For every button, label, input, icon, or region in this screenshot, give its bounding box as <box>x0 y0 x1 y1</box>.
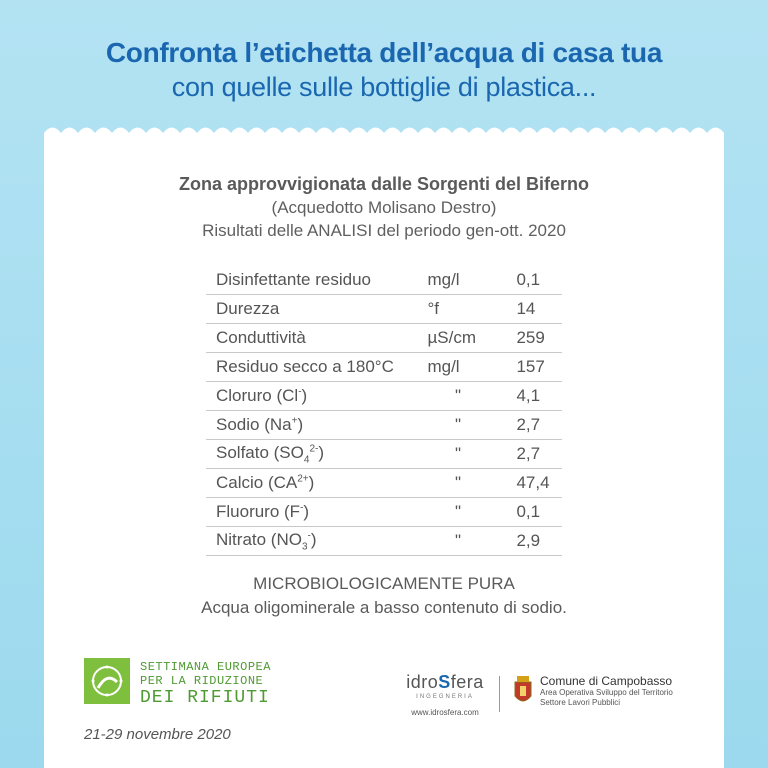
comune-name: Comune di Campobasso <box>540 674 673 688</box>
idrosfera-logo <box>398 672 492 717</box>
parameter-end: ) <box>303 502 310 521</box>
parameter-end: ) <box>301 386 308 405</box>
purity-note: MICROBIOLOGICAMENTE PURA <box>253 574 515 593</box>
table-row <box>206 411 562 440</box>
title-block <box>44 172 724 242</box>
parameter-base: Nitrato (NO <box>216 529 302 549</box>
headline <box>0 36 768 104</box>
idro-post: fera <box>450 672 484 692</box>
parameter-end: ) <box>310 529 317 549</box>
ewwr-badge-icon <box>84 658 130 704</box>
campobasso-crest-icon <box>512 674 534 708</box>
parameter-superscript: - <box>307 530 311 542</box>
parameter-end: ) <box>297 415 304 434</box>
parameter-name: Disinfettante residuo <box>206 266 417 295</box>
parameter-value: 2,7 <box>506 411 562 440</box>
comune-sector: Settore Lavori Pubblici <box>540 698 621 707</box>
table-row <box>206 469 562 498</box>
zone-title: Zona approvvigionata dalle Sorgenti del Biferno <box>178 174 590 194</box>
week-line-2: PER LA RIDUZIONE <box>140 674 264 688</box>
parameter-end: ) <box>318 442 325 462</box>
parameter-base: Fluoruro (F <box>216 502 301 521</box>
parameter-value: 47,4 <box>506 469 562 498</box>
european-week-logo <box>84 658 314 718</box>
idro-s: S <box>438 672 451 692</box>
parameter-base: Cloruro (Cl <box>216 386 299 405</box>
parameter-value: 0,1 <box>506 498 562 527</box>
parameter-unit: mg/l <box>417 353 506 382</box>
idro-website: www.idrosfera.com <box>411 708 479 717</box>
footnote <box>44 572 724 620</box>
parameter-base: Solfato (SO <box>216 442 304 462</box>
parameter-subscript: 3 <box>301 541 308 553</box>
parameter-base: Sodio (Na <box>216 415 292 434</box>
table-row <box>206 527 562 556</box>
table-row <box>206 324 562 353</box>
mineral-note: Acqua oligominerale a basso contenuto di sodio. <box>201 598 567 617</box>
parameter-name <box>206 411 417 440</box>
table-row <box>206 382 562 411</box>
parameter-value: 259 <box>506 324 562 353</box>
idro-subtitle: INGEGNERIA <box>416 694 474 700</box>
parameter-unit: °f <box>417 295 506 324</box>
parameter-superscript: 2+ <box>297 473 309 485</box>
headline-line-1: Confronta l’etichetta dell’acqua di casa tua <box>105 37 663 68</box>
parameter-superscript: - <box>300 502 304 514</box>
parameter-name: Conduttività <box>206 324 417 353</box>
table-row <box>206 266 562 295</box>
parameter-superscript: 2- <box>309 443 319 455</box>
table-row <box>206 353 562 382</box>
parameter-value: 0,1 <box>506 266 562 295</box>
parameter-value: 2,9 <box>506 527 562 556</box>
event-date: 21-29 novembre 2020 <box>84 726 231 743</box>
week-line-3: DEI RIFIUTI <box>140 688 270 708</box>
analysis-table <box>206 266 562 556</box>
week-line-1: SETTIMANA EUROPEA <box>140 660 271 674</box>
logo-divider <box>499 676 500 712</box>
parameter-name: Durezza <box>206 295 417 324</box>
parameter-superscript: + <box>291 415 298 427</box>
parameter-unit: µS/cm <box>417 324 506 353</box>
parameter-unit: mg/l <box>417 266 506 295</box>
parameter-value: 14 <box>506 295 562 324</box>
parameter-unit: " <box>417 469 506 498</box>
parameter-unit: " <box>417 440 506 469</box>
comune-block <box>540 674 673 708</box>
headline-line-2: con quelle sulle bottiglie di plastica... <box>171 72 597 102</box>
parameter-unit: " <box>417 411 506 440</box>
parameter-value: 157 <box>506 353 562 382</box>
receipt-card <box>44 140 724 768</box>
analysis-period: Risultati delle ANALISI del periodo gen-ott. 2020 <box>202 221 566 240</box>
parameter-superscript: - <box>298 386 302 398</box>
parameter-name: Residuo secco a 180°C <box>206 353 417 382</box>
table-row <box>206 440 562 469</box>
parameter-name <box>206 469 417 498</box>
parameter-name <box>206 440 417 469</box>
parameter-base: Calcio (CA <box>216 473 298 492</box>
parameter-unit: " <box>417 382 506 411</box>
parameter-name <box>206 498 417 527</box>
parameter-unit: " <box>417 498 506 527</box>
parameter-value: 4,1 <box>506 382 562 411</box>
idro-pre: idro <box>406 672 439 692</box>
comune-area: Area Operativa Sviluppo del Territorio <box>540 688 673 697</box>
zone-subtitle: (Acquedotto Molisano Destro) <box>271 198 497 217</box>
parameter-value: 2,7 <box>506 440 562 469</box>
parameter-unit: " <box>417 527 506 556</box>
scalloped-edge <box>44 124 724 142</box>
table-row <box>206 295 562 324</box>
parameter-subscript: 4 <box>303 454 310 466</box>
table-row <box>206 498 562 527</box>
parameter-name <box>206 527 417 556</box>
parameter-name <box>206 382 417 411</box>
parameter-end: ) <box>308 473 315 492</box>
